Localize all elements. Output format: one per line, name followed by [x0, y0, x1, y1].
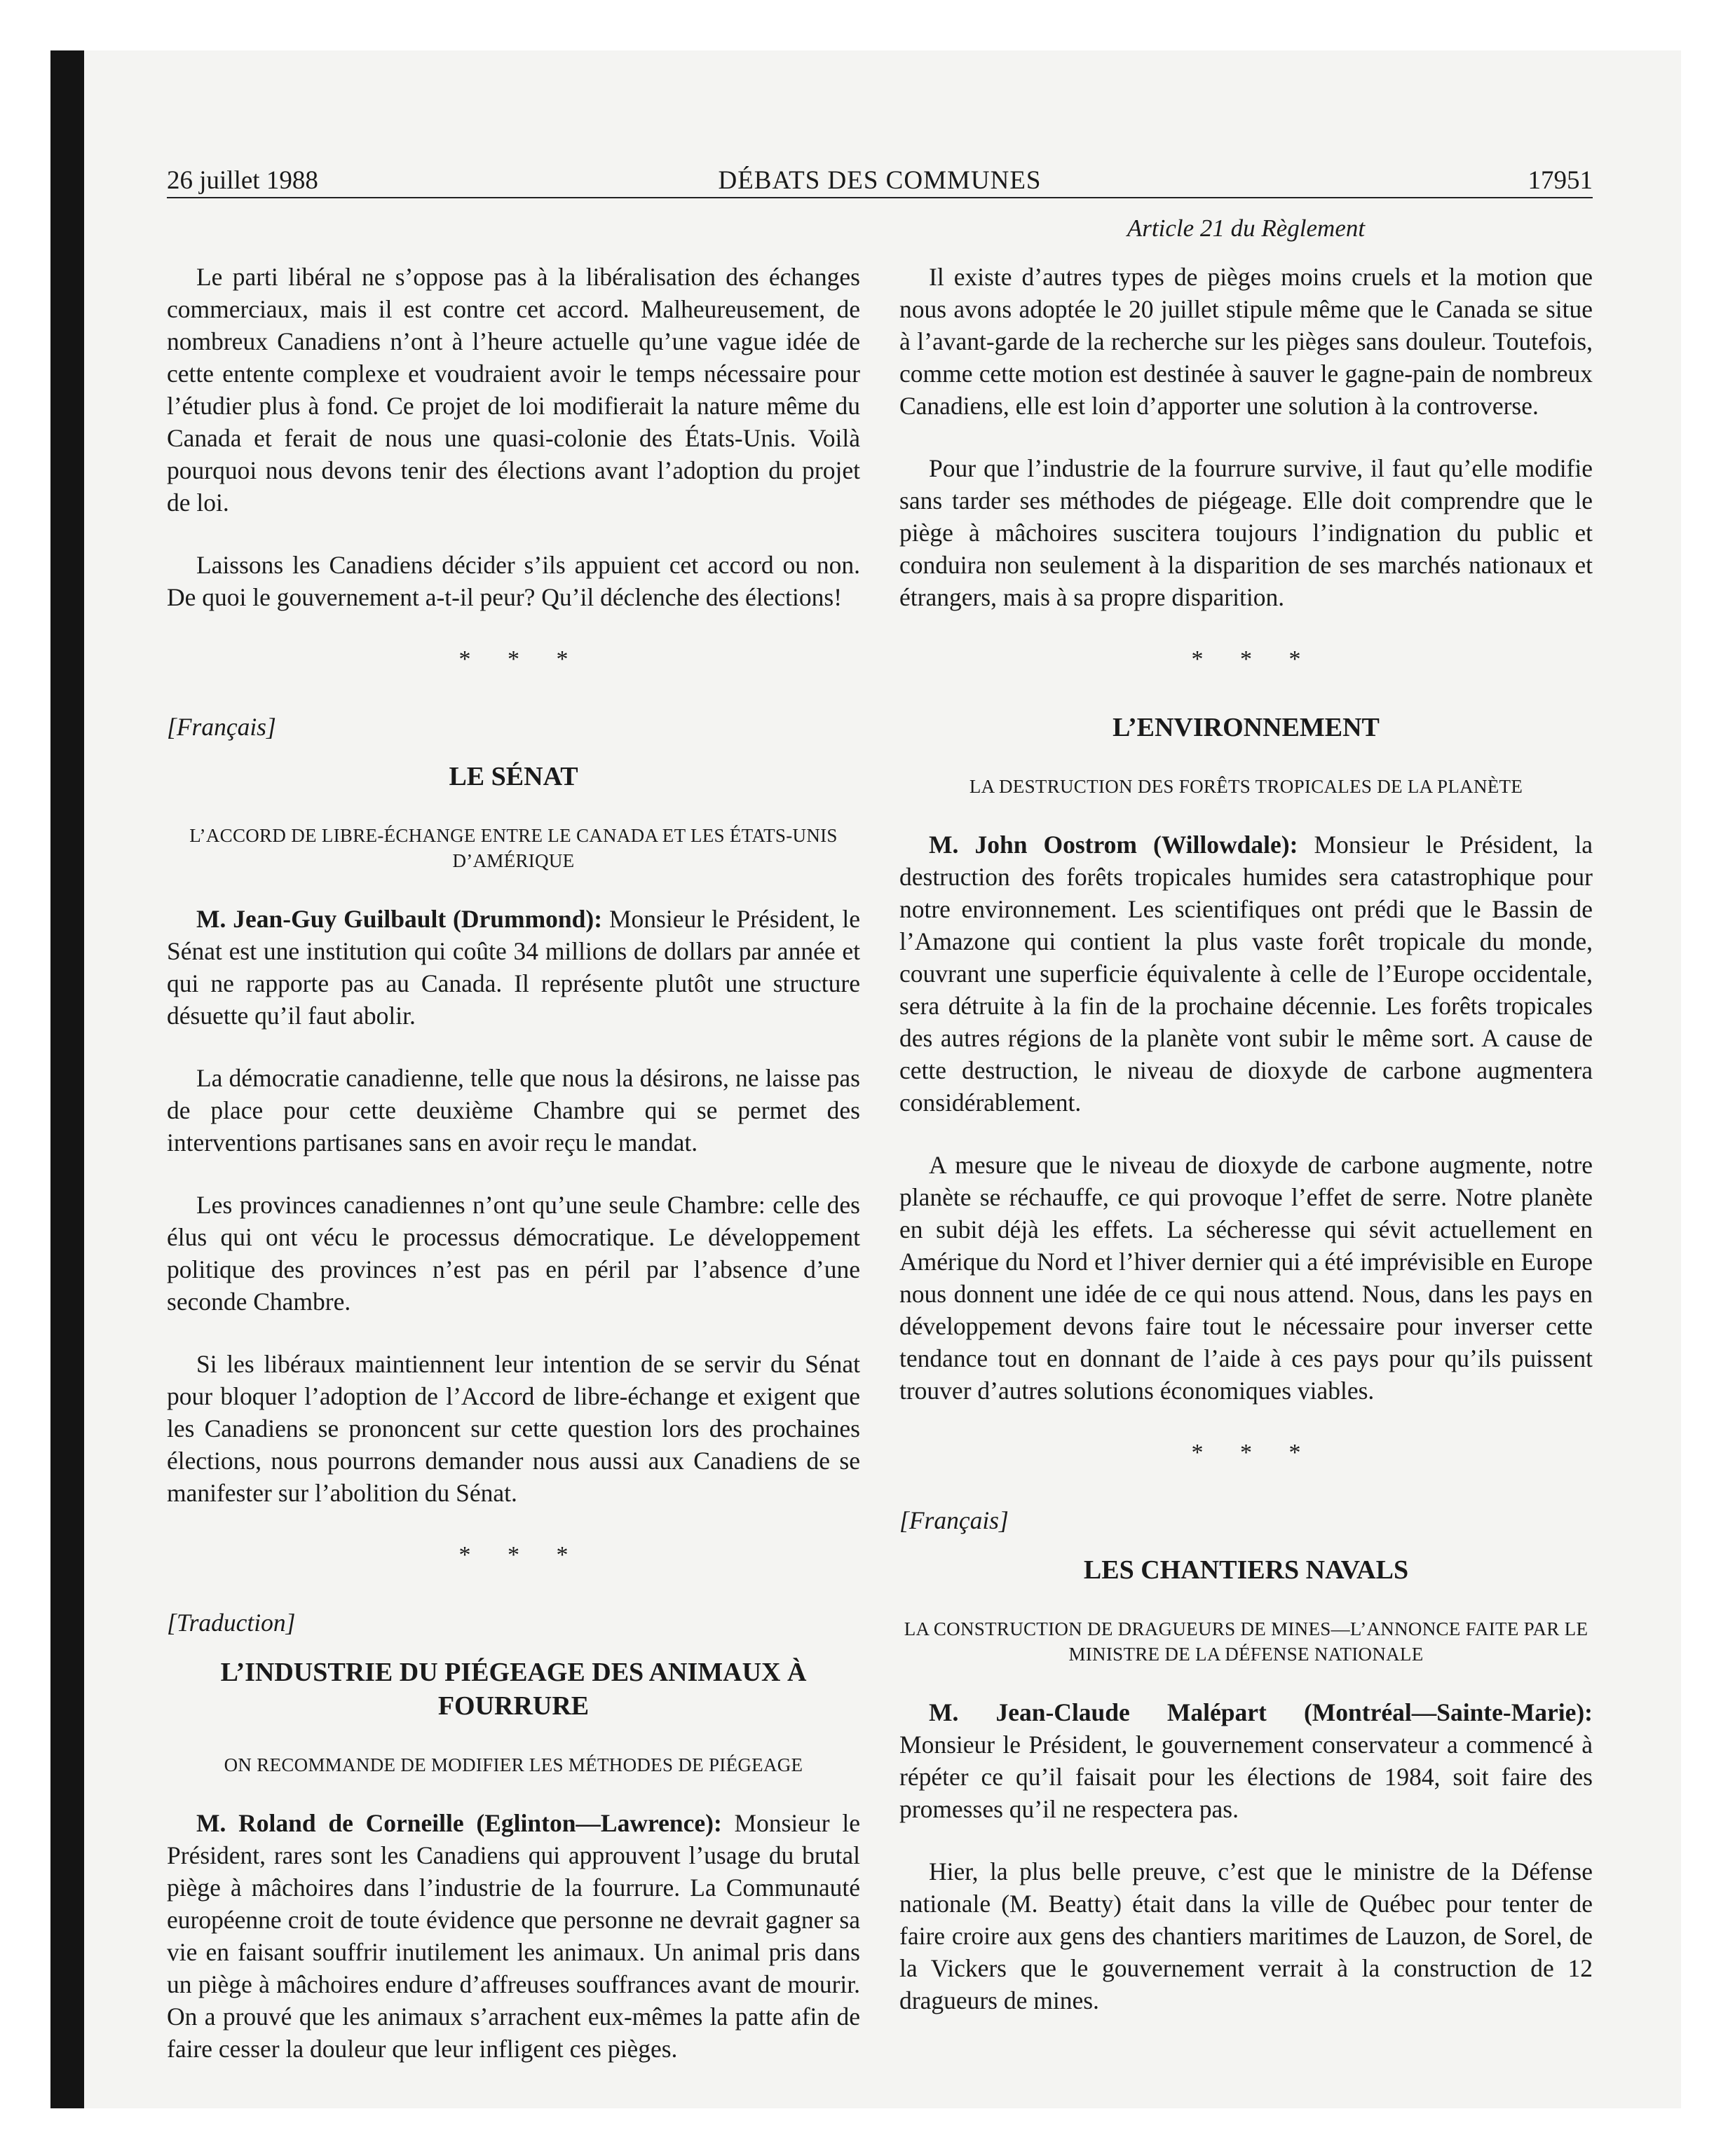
paragraph: Pour que l’industrie de la fourrure survive, il faut qu’elle modifie sans tarder ses méthodes de piégeage. Elle doit comprendre que le piège à mâchoires suscitera toujours l’indignation du public et conduira non seulement à la disparition de ses marchés nationaux et étrangers, mais à sa propre disparition. [899, 454, 1593, 611]
section-separator: * * * [1191, 1440, 1316, 1466]
speaker-name: M. John Oostrom (Willowdale): [929, 831, 1298, 859]
header-date: 26 juillet 1988 [167, 166, 318, 195]
section-heading: L’INDUSTRIE DU PIÉGEAGE DES ANIMAUX À FOURRURE [220, 1658, 807, 1721]
speech-paragraph [899, 828, 1593, 1119]
section-heading: LES CHANTIERS NAVALS [1083, 1555, 1409, 1585]
speaker-name: M. Roland de Corneille (Eglinton—Lawrence): [196, 1809, 722, 1837]
paragraph: A mesure que le niveau de dioxyde de carbone augmente, notre planète se réchauffe, ce qui provoque l’effet de serre. Notre planète en subit déjà les effets. La sécheresse qui sévit actuellement en Amérique du Nord et l’hiver dernier qui a été imprévisible en Europe nous donnent une idée de ce qui nous attend. Nous, dans les pays en développement devons faire tout le nécessaire pour inverser cette tendance tout en donnant de l’aide à ces pays pour qu’ils puissent trouver d’autres solutions économiques viables. [899, 1151, 1593, 1405]
paragraph: Il existe d’autres types de pièges moins cruels et la motion que nous avons adoptée le 20 juillet stipule même que le Canada se situe à l’avant-garde de la recherche sur les pièges sans douleur. Toutefois, comme cette motion est destinée à sauver le gagne-pain de nombreux Canadiens, elle est loin d’apporter une solution à la controverse. [899, 263, 1593, 420]
section-subheading: LA CONSTRUCTION DE DRAGUEURS DE MINES—L’ANNONCE FAITE PAR LE MINISTRE DE LA DÉFENSE NATIONALE [904, 1618, 1588, 1665]
language-marker: [Français] [167, 713, 276, 741]
right-column [899, 261, 1593, 2047]
section-heading: L’ENVIRONNEMENT [1113, 713, 1380, 742]
paragraph: Les provinces canadiennes n’ont qu’une seule Chambre: celle des élus qui ont vécu le processus démocratique. Le développement politique des provinces n’est pas en péril par l’absence d’une seconde Chambre. [167, 1191, 860, 1316]
paragraph: Hier, la plus belle preuve, c’est que le ministre de la Défense nationale (M. Beatty) était dans la ville de Québec pour tenter de faire croire aux gens des chantiers maritimes de Lauzon, de Sorel, de la Vickers que le gouvernement verrait à la construction de 12 dragueurs de mines. [899, 1857, 1593, 2014]
page-number: 17951 [1528, 166, 1593, 195]
section-subheading: LA DESTRUCTION DES FORÊTS TROPICALES DE LA PLANÈTE [969, 776, 1523, 797]
header-rule [167, 197, 1593, 198]
section-separator: * * * [458, 646, 584, 672]
section-heading: LE SÉNAT [449, 762, 578, 791]
speaker-name: M. Jean-Guy Guilbault (Drummond): [196, 905, 603, 933]
section-separator: * * * [458, 1542, 584, 1568]
speech-paragraph [167, 1807, 860, 2065]
paragraph: Le parti libéral ne s’oppose pas à la libéralisation des échanges commerciaux, mais il est contre cet accord. Malheureusement, de nombreux Canadiens n’ont à l’heure actuelle qu’une vague idée de cette entente complexe et voudraient avoir le temps nécessaire pour l’étudier plus à fond. Ce projet de loi modifierait la nature même du Canada et ferait de nous une quasi-colonie des États-Unis. Voilà pourquoi nous devons tenir des élections avant l’adoption du projet de loi. [167, 263, 860, 517]
paragraph: Laissons les Canadiens décider s’ils appuient cet accord ou non. De quoi le gouvernement a-t-il peur? Qu’il déclenche des élections! [167, 551, 860, 611]
scan-binding-edge [50, 50, 84, 2108]
language-marker: [Traduction] [167, 1609, 296, 1637]
section-separator: * * * [1191, 646, 1316, 672]
speech-text: Monsieur le Président, le gouvernement conservateur a commencé à répéter ce qu’il faisait pour les élections de 1984, soit faire des promesses qu’il ne respectera pas. [899, 1731, 1593, 1823]
language-marker: [Français] [899, 1506, 1009, 1534]
speech-text: Monsieur le Président, le Sénat est une institution qui coûte 34 millions de dollars par année et qui ne rapporte pas au Canada. Il représente plutôt une structure désuette qu’il faut abolir. [167, 905, 861, 1030]
speech-text: Monsieur le Président, la destruction des forêts tropicales humides sera catastrophique pour notre environnement. Les scientifiques ont prédi que le Bassin de l’Amazone qui contient la plus vaste forêt tropicale du monde, couvrant une superficie équivalente à celle de l’Europe occidentale, sera détruite à la fin de la prochaine décennie. Les forêts tropicales des autres régions de la planète vont subir le même sort. A cause de cette destruction, le niveau de dioxyde de carbone augmentera considérablement. [899, 831, 1593, 1117]
paragraph: La démocratie canadienne, telle que nous la désirons, ne laisse pas de place pour cette deuxième Chambre qui se permet des interventions partisanes sans en avoir reçu le mandat. [167, 1064, 860, 1157]
section-subheading: ON RECOMMANDE DE MODIFIER LES MÉTHODES DE PIÉGEAGE [224, 1754, 803, 1775]
speech-text: Monsieur le Président, rares sont les Canadiens qui approuvent l’usage du brutal piège à mâchoires dans l’industrie de la fourrure. La Communauté européenne croit de toute évidence que personne ne devrait gagner sa vie en faisant souffrir inutilement les animaux. Un animal pris dans un piège à mâchoires endure d’affreuses souffrances avant de mourir. On a prouvé que les animaux s’arrachent eux-mêmes la patte afin de faire cesser la douleur que leur infligent ces pièges. [167, 1809, 860, 2063]
speech-paragraph [167, 903, 860, 1032]
section-subheading: L’ACCORD DE LIBRE-ÉCHANGE ENTRE LE CANADA ET LES ÉTATS-UNIS D’AMÉRIQUE [189, 825, 838, 871]
page-header [167, 163, 1593, 199]
left-column [167, 261, 860, 2095]
running-head: Article 21 du Règlement [1127, 214, 1366, 242]
speech-paragraph [899, 1696, 1593, 1825]
header-title: DÉBATS DES COMMUNES [718, 166, 1042, 195]
speaker-name: M. Jean-Claude Malépart (Montréal—Sainte-Marie): [929, 1698, 1593, 1726]
paragraph: Si les libéraux maintiennent leur intention de se servir du Sénat pour bloquer l’adoption de l’Accord de libre-échange et exigent que les Canadiens se prononcent sur cette question lors des prochaines élections, nous pourrons demander nous aussi aux Canadiens de se manifester sur l’abolition du Sénat. [167, 1350, 860, 1507]
